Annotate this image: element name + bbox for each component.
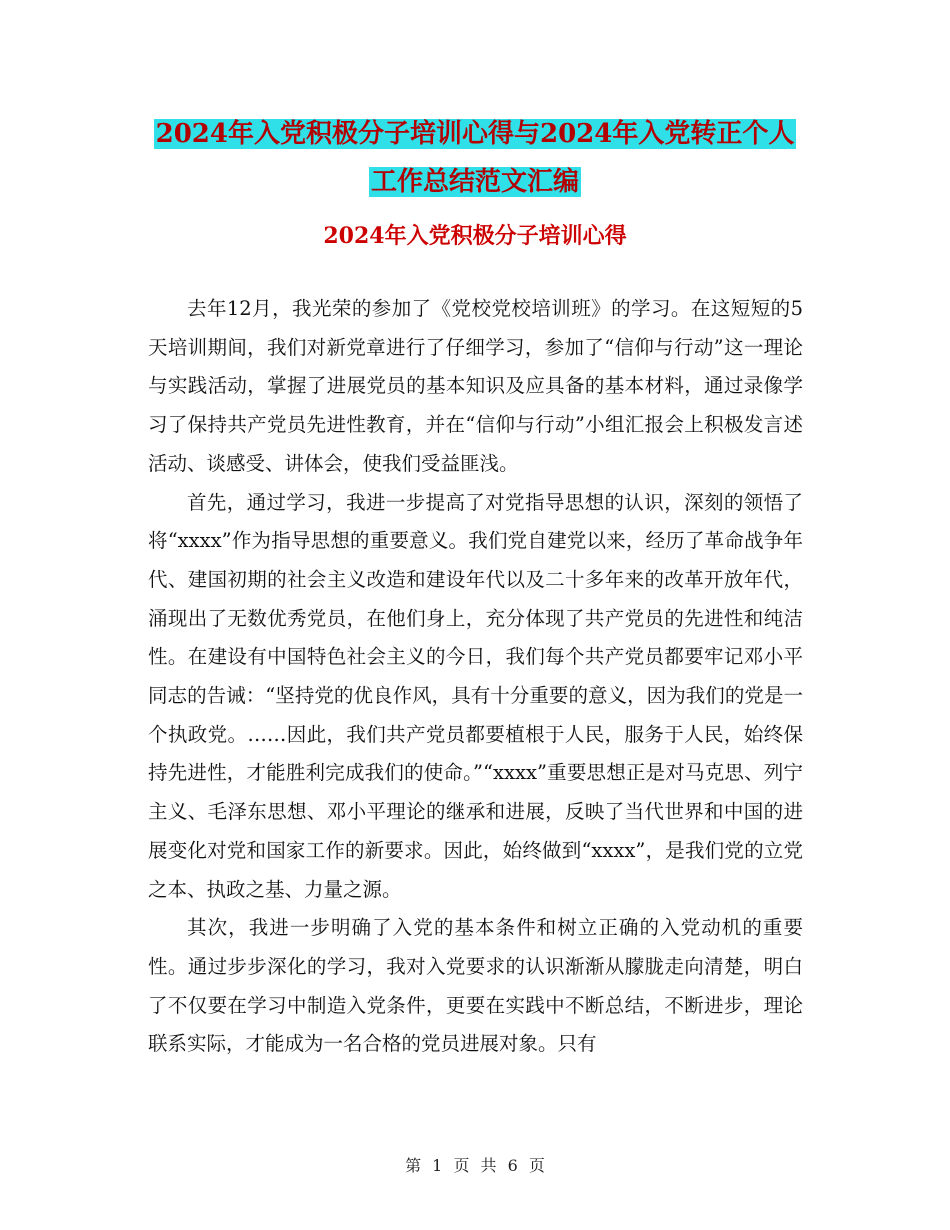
- paragraph-3: 其次，我进一步明确了入党的基本条件和树立正确的入党动机的重要性。通过步步深化的学习，我对入党要求的认识渐渐从朦胧走向清楚，明白了不仅要在学习中制造入党条件，更要在实践中不断总结，不断进步，理论联系实际，才能成为一名合格的党员进展对象。只有: [148, 916, 803, 1056]
- page-footer: 第 1 页 共 6 页: [405, 1156, 545, 1175]
- section-heading: 2024年入党积极分子培训心得: [323, 223, 627, 249]
- title-line-1: 2024年入党积极分子培训心得与2024年入党转正个人: [155, 119, 795, 149]
- document-body: [148, 290, 803, 1064]
- document-title: [0, 110, 950, 206]
- paragraph-2: 首先，通过学习，我进一步提高了对党指导思想的认识，深刻的领悟了将“xxxx”作为指导思想的重要意义。我们党自建党以来，经历了革命战争年代、建国初期的社会主义改造和建设年代以及二十多年来的改革开放年代，涌现出了无数优秀党员，在他们身上，充分体现了共产党员的先进性和纯洁性。在建设有中国特色社会主义的今日，我们每个共产党员都要牢记邓小平同志的告诫：“坚持党的优良作风，具有十分重要的意义，因为我们的党是一个执政党。……因此，我们共产党员都要植根于人民，服务于人民，始终保持先进性，才能胜利完成我们的使命。”“xxxx”重要思想正是对马克思、列宁主义、毛泽东思想、邓小平理论的继承和进展，反映了当代世界和中国的进展变化对党和国家工作的新要求。因此，始终做到“xxxx”，是我们党的立党之本、执政之基、力量之源。: [148, 490, 803, 901]
- paragraph-1: 去年12月，我光荣的参加了《党校党校培训班》的学习。在这短短的5天培训期间，我们对新党章进行了仔细学习，参加了“信仰与行动”这一理论与实践活动，掌握了进展党员的基本知识及应具备的基本材料，通过录像学习了保持共产党员先进性教育，并在“信仰与行动”小组汇报会上积极发言述活动、谈感受、讲体会，使我们受益匪浅。: [148, 297, 803, 475]
- title-line-2: 工作总结范文汇编: [370, 167, 579, 197]
